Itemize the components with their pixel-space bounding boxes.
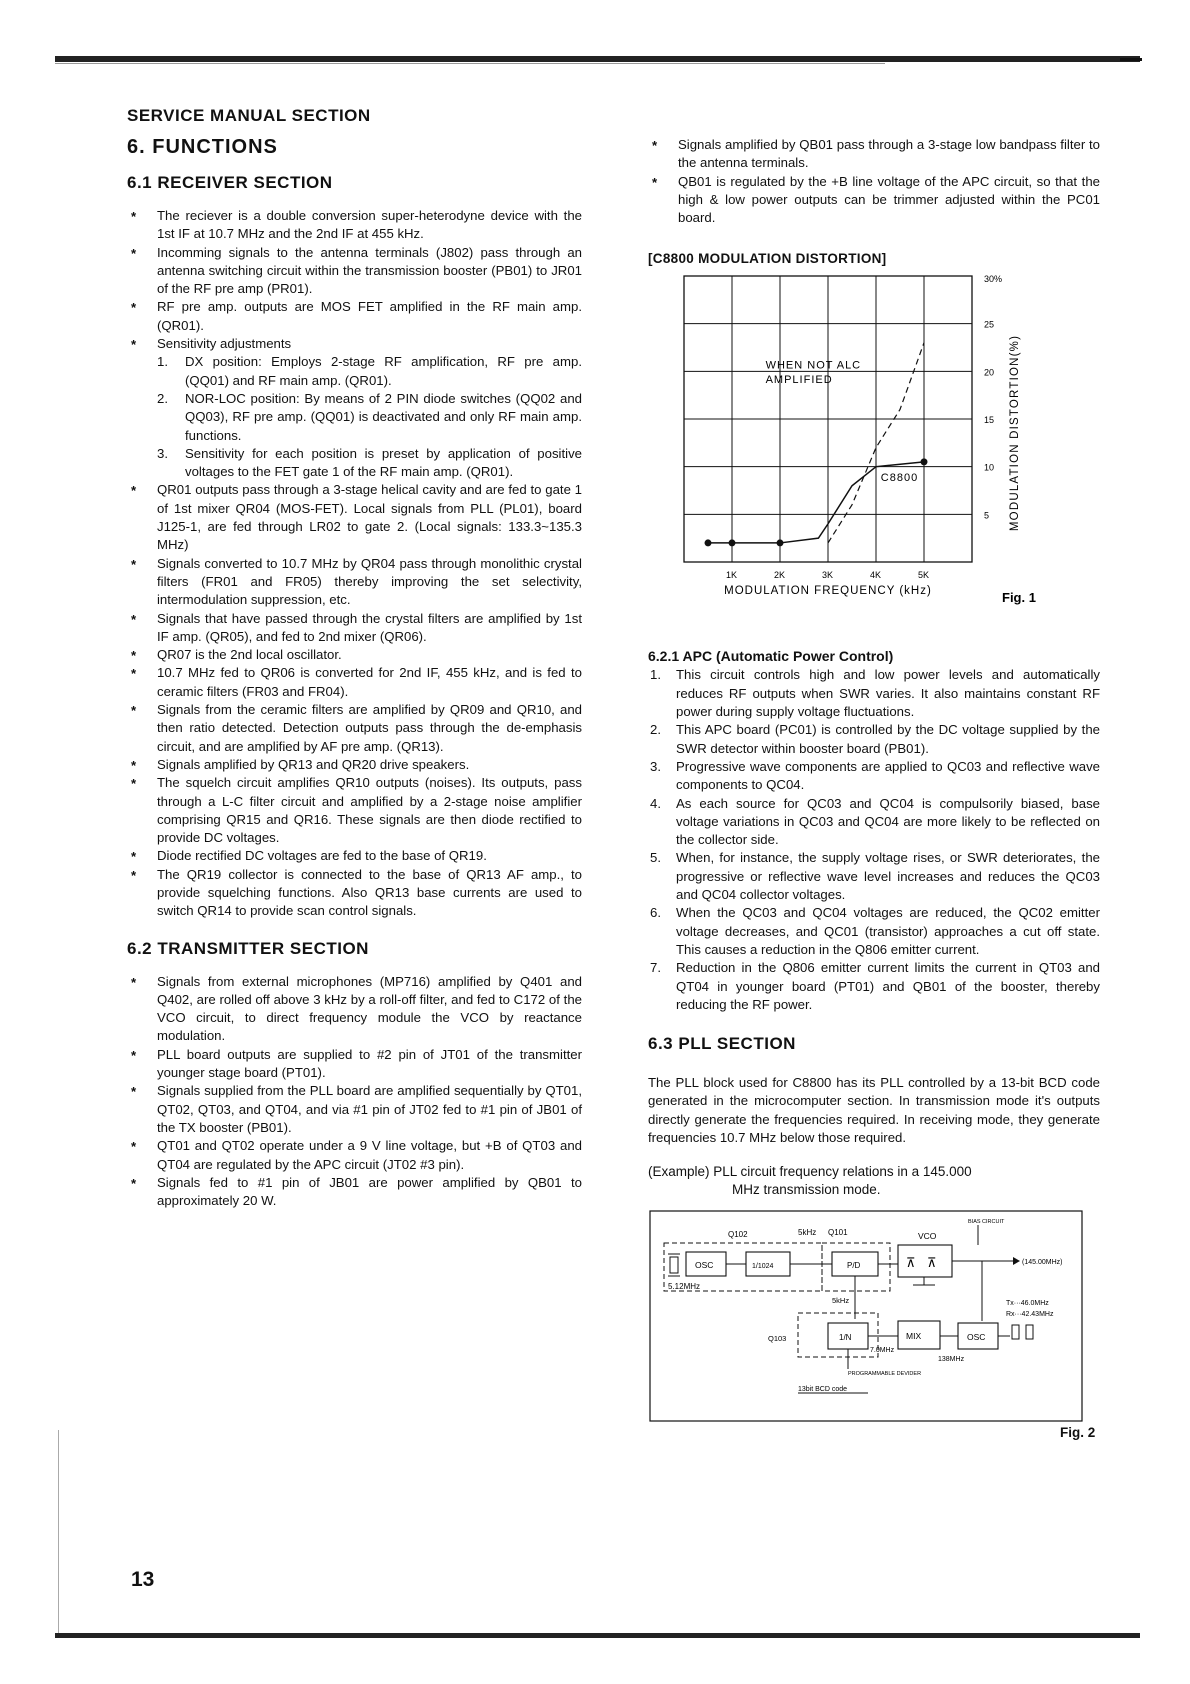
fig1-label: Fig. 1 bbox=[1002, 590, 1036, 606]
receiver-heading: 6.1 RECEIVER SECTION bbox=[127, 173, 333, 192]
list-item: 4. As each source for QC03 and QC04 is compulsorily biased, base voltage variations in QC03 and QC04 are more likely to be reflected on the collector side. bbox=[650, 795, 1100, 848]
mix-label: MIX bbox=[906, 1331, 922, 1342]
y-axis-label: MODULATION DISTORTION(%) bbox=[1009, 335, 1021, 532]
list-item: 2. NOR-LOC position: By means of 2 PIN diode switches (QQ02 and QQ03), RF pre amp. (QQ01) is deactivated and only RF main amp. functions. bbox=[157, 390, 582, 443]
pll-body: The PLL block used for C8800 has its PLL controlled by a 13-bit BCD code generated in the microcomputer section. In transmission mode it's outputs directly generate the frequencies required. In receiving mode, they generate frequencies 10.7 MHz below those required. bbox=[648, 1075, 1100, 1146]
data-point bbox=[777, 540, 784, 547]
list-item: * Diode rectified DC voltages are fed to the base of QR19. bbox=[127, 847, 582, 865]
freq-5k-label: 5kHz bbox=[798, 1228, 817, 1238]
data-point bbox=[729, 540, 736, 547]
list-item: * QT01 and QT02 operate under a 9 V line voltage, but +B of QT03 and QT04 are regulated by the APC circuit (JT02 #3 pin). bbox=[127, 1137, 582, 1174]
section-title: 6. FUNCTIONS bbox=[127, 136, 278, 158]
y-tick-label: 25 bbox=[984, 320, 995, 331]
y-tick-label: 10 bbox=[984, 463, 995, 474]
annotation-c8800: C8800 bbox=[880, 472, 919, 485]
list-item: 6. When the QC03 and QC04 voltages are reduced, the QC02 emitter voltage decreases, and QC01 (transistor) approaches a cut off state. This causes a reduction in the Q806 emitter current. bbox=[650, 905, 1100, 957]
list-item: * QR01 outputs pass through a 3-stage helical cavity and are fed to gate 1 of 1st mixer QR04 (MOS-FET). Local signals from PLL (PL01), board J125-1, are fed through LR02 to gate 2. (Local signals: 133.3~135.3 MHz) bbox=[127, 481, 582, 554]
x-tick-label: 5K bbox=[918, 570, 930, 581]
bias-label: BIAS CIRCUIT bbox=[968, 1219, 1005, 1226]
page-number: 13 bbox=[131, 1568, 155, 1591]
y-tick-label: 20 bbox=[984, 367, 995, 378]
pd-label: P/D bbox=[847, 1261, 861, 1271]
list-item: * RF pre amp. outputs are MOS FET amplified in the RF main amp. (QR01). bbox=[127, 298, 582, 335]
list-item: * Signals fed to #1 pin of JB01 are power amplified by QB01 to approximately 20 W. bbox=[127, 1174, 582, 1211]
list-item: * QR07 is the 2nd local oscillator. bbox=[127, 646, 582, 664]
list-item: * Signals amplified by QB01 pass through a 3-stage low bandpass filter to the antenna terminals. bbox=[648, 136, 1100, 173]
svg-text:⊼: ⊼ bbox=[927, 1255, 937, 1271]
prog-divider-label: PROGRAMMABLE DEVIDER bbox=[848, 1371, 922, 1378]
list-item: * Signals from the ceramic filters are amplified by QR09 and QR10, and then ratio detected. Detection outputs pass through the de-emphasis circuit, and are amplified by AF pre amp. (QR13). bbox=[127, 701, 582, 756]
top-rule bbox=[55, 56, 1140, 62]
output-freq-label: (145.00MHz) bbox=[1022, 1259, 1063, 1267]
apc-list bbox=[648, 666, 1100, 1014]
svg-text:⊼: ⊼ bbox=[906, 1255, 916, 1271]
list-item: * 10.7 MHz fed to QR06 is converted for 2nd IF, 455 kHz, and is fed to ceramic filters (FR03 and FR04). bbox=[127, 664, 582, 701]
q103-label: Q103 bbox=[768, 1334, 787, 1344]
fig2-label: Fig. 2 bbox=[1060, 1425, 1096, 1441]
transmitter-list bbox=[127, 973, 582, 1211]
list-item: * Signals from external microphones (MP716) amplified by Q401 and Q402, are rolled off above 3 kHz by a roll-off filter, and fed to C172 of the VCO circuit, to direct frequency module the VCO by reactance modulation. bbox=[127, 973, 582, 1046]
tx-label: Tx···46.0MHz bbox=[1006, 1300, 1049, 1308]
list-item: 5. When, for instance, the supply voltage rises, or SWR deteriorates, the progressive or reflective wave level increases and reduces the QC03 and QC04 collector voltages. bbox=[650, 850, 1100, 903]
transmitter-list-cont bbox=[648, 136, 1100, 227]
service-manual-title: SERVICE MANUAL SECTION bbox=[127, 106, 371, 125]
sensitivity-list bbox=[157, 353, 582, 481]
list-item: * QB01 is regulated by the +B line voltage of the APC circuit, so that the high & low power outputs can be trimmer adjusted within the PC01 board. bbox=[648, 173, 1100, 228]
x-tick-label: 3K bbox=[822, 570, 834, 581]
margin-line bbox=[58, 1430, 59, 1635]
x-tick-label: 4K bbox=[870, 570, 882, 581]
pll-block-diagram bbox=[648, 1209, 1088, 1429]
xtal-label: 5.12MHz bbox=[668, 1282, 701, 1292]
annotation-not-alc: WHEN NOT ALC bbox=[765, 359, 862, 372]
list-item: 1. DX position: Employs 2-stage RF amplification, RF pre amp. (QQ01) and RF main amp. (QR01). bbox=[157, 354, 582, 388]
x-tick-label: 1K bbox=[726, 570, 738, 581]
n-divider-label: 1/N bbox=[839, 1333, 852, 1343]
list-item: * Signals converted to 10.7 MHz by QR04 pass through monolithic crystal filters (FR01 and FR05) thereby improving the set selectivity, intermodulation suppression, etc. bbox=[127, 555, 582, 610]
list-item bbox=[127, 335, 582, 481]
y-tick-label: 5 bbox=[984, 510, 990, 521]
transmitter-heading: 6.2 TRANSMITTER SECTION bbox=[127, 938, 369, 958]
list-item: 7. Reduction in the Q806 emitter current limits the current in QT03 and QT04 in younger board (PT01) and QB01 of the booster, thereby reducing the RF power. bbox=[650, 960, 1100, 1012]
fig1-title: [C8800 MODULATION DISTORTION] bbox=[648, 251, 887, 267]
example-caption: (Example) PLL circuit frequency relations in a 145.000 MHz transmission mode. bbox=[648, 1164, 972, 1198]
freq-7m-label: 7.0MHz bbox=[870, 1347, 895, 1355]
list-item: 2. This APC board (PC01) is controlled by the DC voltage supplied by the SWR detector within booster board (PB01). bbox=[650, 722, 1100, 756]
list-item: * Signals that have passed through the crystal filters are amplified by 1st IF amp. (QR05), and fed to 2nd mixer (QR06). bbox=[127, 610, 582, 647]
q102-label: Q102 bbox=[728, 1230, 748, 1240]
osc2-label: OSC bbox=[967, 1332, 986, 1343]
sensitivity-label: Sensitivity adjustments bbox=[157, 336, 292, 352]
fig1 bbox=[648, 266, 1100, 648]
apc-heading: 6.2.1 APC (Automatic Power Control) bbox=[648, 648, 894, 665]
list-item: 3. Progressive wave components are applied to QC03 and reflective wave components to QC04. bbox=[650, 758, 1100, 793]
bottom-rule bbox=[55, 1633, 1140, 1638]
receiver-list bbox=[127, 207, 582, 921]
annotation-amplified: AMPLIFIED bbox=[765, 374, 833, 387]
corner-mark bbox=[1120, 58, 1142, 61]
y-tick-label: 15 bbox=[984, 415, 995, 426]
y-tick-label: 30% bbox=[984, 274, 1003, 285]
list-item: * Signals amplified by QR13 and QR20 drive speakers. bbox=[127, 756, 582, 774]
list-item: * The reciever is a double conversion super-heterodyne device with the 1st IF at 10.7 MHz and the 2nd IF at 455 kHz. bbox=[127, 207, 582, 244]
list-item: 3. Sensitivity for each position is preset by application of positive voltages to the FET gate 1 of the RF main amp. (QR01). bbox=[157, 445, 582, 480]
right-column bbox=[648, 136, 1100, 1444]
x-tick-label: 2K bbox=[774, 570, 786, 581]
vco-label: VCO bbox=[918, 1231, 937, 1242]
rx-label: Rx···42.43MHz bbox=[1006, 1311, 1054, 1319]
fig2 bbox=[648, 1209, 1100, 1444]
q101-label: Q101 bbox=[828, 1228, 848, 1238]
divider-label: 1/1024 bbox=[752, 1263, 774, 1271]
list-item: 1. This circuit controls high and low power levels and automatically reduces RF outputs when SWR varies. It also maintains constant RF power during supply voltage fluctuations. bbox=[650, 667, 1100, 720]
list-item: * PLL board outputs are supplied to #2 pin of JT01 of the transmitter younger stage board (PT01). bbox=[127, 1046, 582, 1083]
left-column bbox=[127, 106, 582, 1210]
list-item: * The squelch circuit amplifies QR10 outputs (noises). Its outputs, pass through a L-C filter circuit and amplified by a 2-stage noise amplifier comprising QR15 and QR16. These signals are then diode rectified to provide DC voltages. bbox=[127, 774, 582, 847]
list-item: * Signals supplied from the PLL board are amplified sequentially by QT01, QT02, QT03, and QT04, and via #1 pin of JT02 fed to #1 pin of JB01 of the TX booster (PB01). bbox=[127, 1082, 582, 1137]
distortion-chart bbox=[648, 266, 1100, 648]
list-item: * Incomming signals to the antenna terminals (J802) pass through an antenna switching circuit within the transmission booster (PB01) to JR01 of the RF pre amp (PR01). bbox=[127, 244, 582, 299]
top-rule-thin bbox=[55, 63, 885, 64]
data-point bbox=[921, 459, 928, 466]
list-item: * The QR19 collector is connected to the base of QR13 AF amp., to provide squelching functions. Also QR13 base currents are used to switch QR14 to provide scan control signals. bbox=[127, 866, 582, 921]
x-axis-label: MODULATION FREQUENCY (kHz) bbox=[724, 585, 932, 598]
pll-heading: 6.3 PLL SECTION bbox=[648, 1034, 796, 1054]
data-point bbox=[705, 540, 712, 547]
freq-138m-label: 138MHz bbox=[938, 1356, 965, 1364]
freq-5k-2-label: 5kHz bbox=[832, 1296, 850, 1306]
osc-label: OSC bbox=[695, 1260, 714, 1271]
bcd-label: 13bit BCD code bbox=[798, 1386, 848, 1394]
